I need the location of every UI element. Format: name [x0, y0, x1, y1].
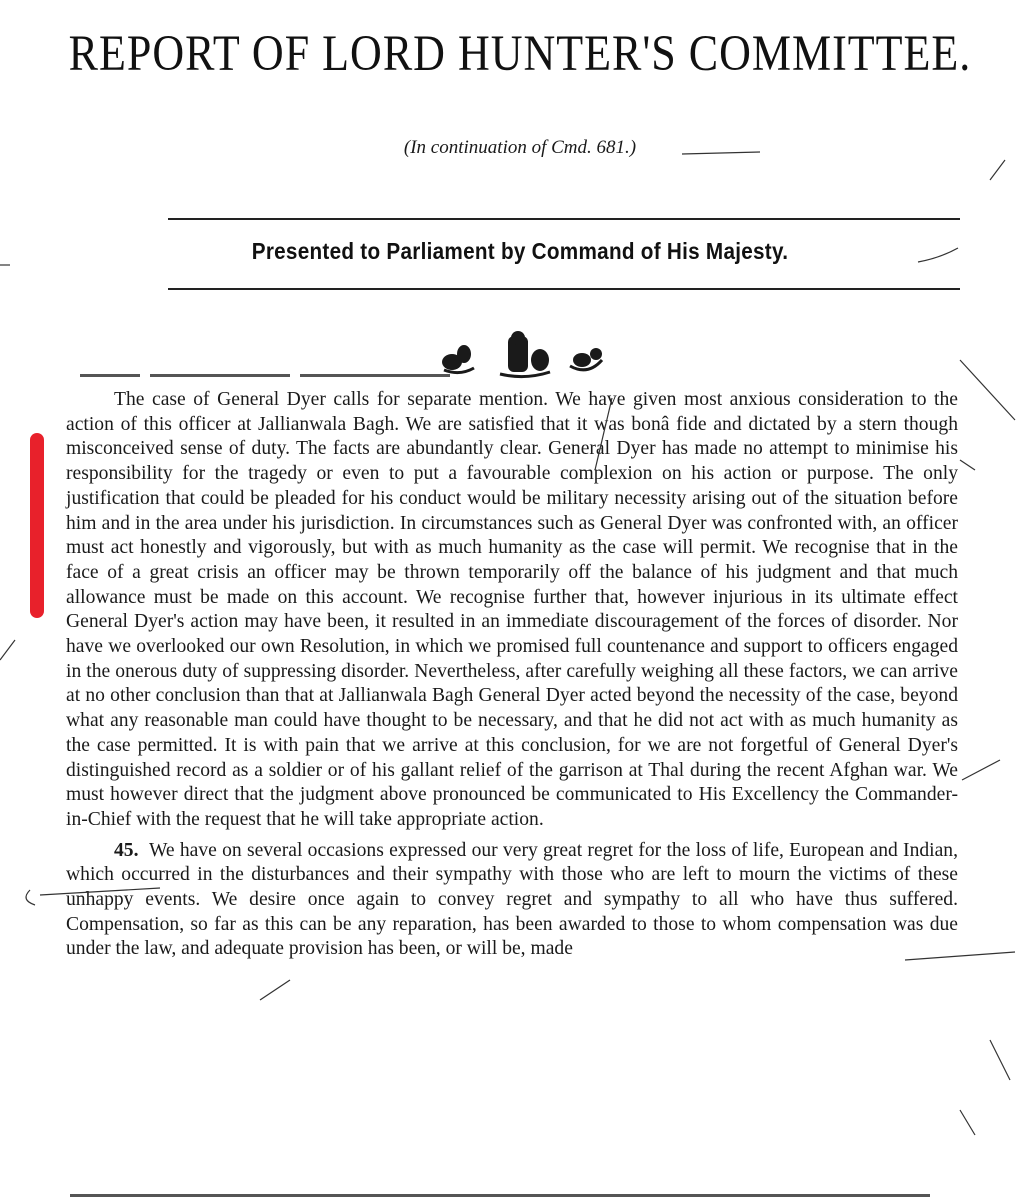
paragraph-text: The case of General Dyer calls for separate mention. We have given most anxious consideration to the action of this officer at Jallianwala Bagh. We are satisfied that it was bonâ fide and dictated by a stern though misconceived sense of duty. The facts are abundantly clear. General Dyer has made no attempt to minimise his responsibility for the tragedy or even to put a favourable complexion on his action or purpose. The only justification that could be pleaded for his conduct would be military necessity arising out of the situation before him and in the area under his jurisdiction. In circumstances such as General Dyer was confronted with, an officer must act honestly and vigorously, but with as much humanity as the case will permit. We recognise that in the face of a great crisis an officer may be thrown temporarily off the balance of his judgment and that much allowance must be made on this account. We recognise further that, however injurious in its ultimate effect General Dyer's action may have been, it resulted in an immediate discouragement of the forces of disorder. Nor have we overlooked our own Resolution, in which we promised full countenance and support to officers engaged in the onerous duty of suppressing disorder. Nevertheless, after carefully weighing all these factors, we can arrive at no other conclusion than that at Jallianwala Bagh General Dyer acted beyond the necessity of the case, beyond what any reasonable man could have thought to be necessary, and that he did not act with as much humanity as the case permitted. It is with pain that we arrive at this conclusion, for we are not forgetful of General Dyer's distinguished record as a soldier or of his gallant relief of the garrison at Thal during the recent Afghan war. We must however direct that the judgment above pronounced be communicated to His Excellency the Commander-in-Chief with the request that he will take appropriate action. — [66, 389, 958, 830]
paragraph-number: 45. — [114, 839, 139, 861]
presented-line: Presented to Parliament by Command of His Majesty. — [251, 238, 789, 264]
report-subtitle: (In continuation of Cmd. 681.) — [403, 137, 637, 158]
report-title: REPORT OF LORD HUNTER'S COMMITTEE. — [68, 25, 972, 82]
paragraph-text: We have on several occasions expressed our very great regret for the loss of life, European and Indian, which occurred in the disturbances and their sympathy with those who are left to mourn the victims of these unhappy events. We desire once again to convey regret and sympathy to all who have thus suffered. Compensation, so far as this can be any reparation, has been awarded to those to whom compensation was due under the law, and adequate provision has been, or will be, made — [66, 839, 958, 960]
